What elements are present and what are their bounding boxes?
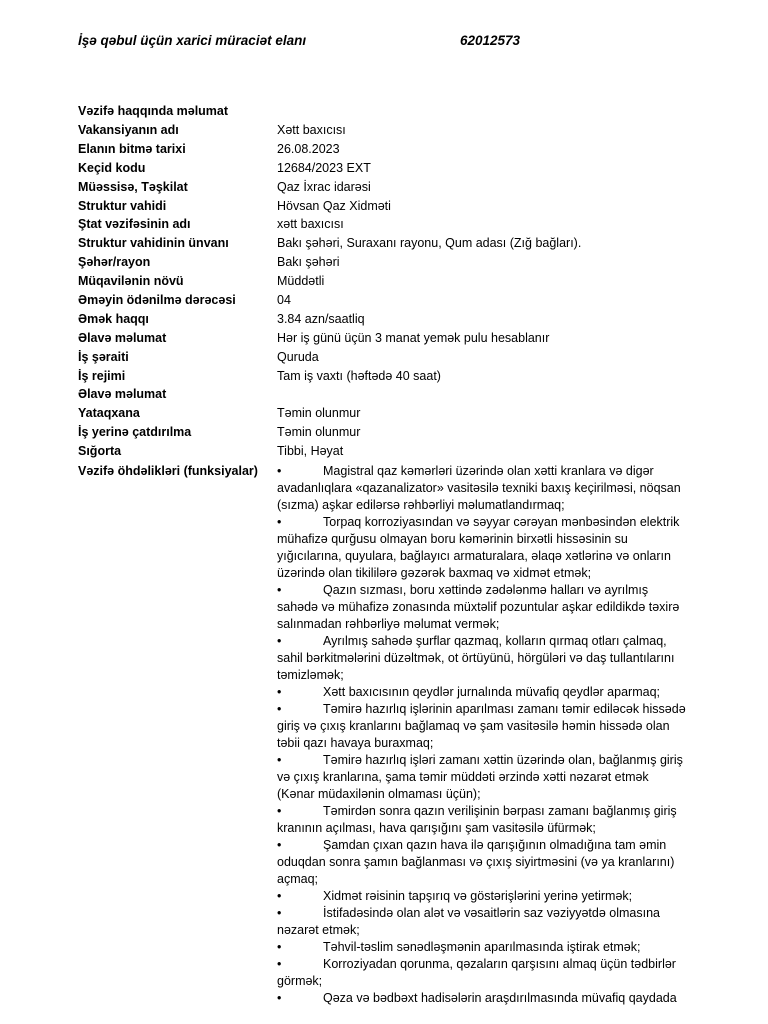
info-row-label: İş şəraiti	[78, 349, 129, 364]
bullet-icon: •	[277, 583, 282, 597]
duties-list	[277, 463, 687, 1007]
duty-item	[277, 463, 687, 514]
duty-item	[277, 888, 687, 905]
info-row-value: Tam iş vaxtı (həftədə 40 saat)	[277, 368, 441, 383]
info-row-value: Təmin olunmur	[277, 425, 361, 440]
bullet-icon: •	[277, 906, 282, 920]
info-row-value: 04	[277, 293, 291, 308]
duty-item	[277, 752, 687, 803]
info-row	[78, 216, 698, 235]
info-table	[78, 122, 698, 462]
duty-text: Torpaq korroziyasından və səyyar cərəyan mənbəsindən elektrik mühafizə qurğusu olmayan boru kəmərinin birxətli hissəsinin su yığıcılarına, quyulara, bağlayıcı armaturalara, əlaqə xətlərinə və onların üzərində olan tikililərə gəzərək baxmaq və xidmət etmək;	[277, 515, 680, 580]
info-row-value: 26.08.2023	[277, 141, 340, 156]
info-row-value: Qaz İxrac idarəsi	[277, 179, 371, 194]
bullet-icon: •	[277, 464, 282, 478]
duty-text: Qəza və bədbəxt hadisələrin araşdırılmasında müvafiq qaydada	[323, 991, 677, 1005]
info-row-label: İş rejimi	[78, 368, 126, 383]
duty-text: Təmirə hazırlıq işlərinin aparılması zamanı təmir ediləcək hissədə giriş və çıxış kranlarını bağlamaq və şam vasitəsilə həmin hissədə olan təbii qazı havaya buraxmaq;	[277, 702, 686, 750]
bullet-icon: •	[277, 991, 282, 1005]
duty-item	[277, 514, 687, 582]
info-row-label: Əmək haqqı	[78, 311, 149, 326]
info-row-value: Təmin olunmur	[277, 406, 361, 421]
info-row-label: Şəhər/rayon	[78, 255, 151, 270]
duty-text: Xidmət rəisinin tapşırıq və göstərişlərini yerinə yetirmək;	[323, 889, 633, 903]
info-row-label: Vakansiyanın adı	[78, 123, 179, 137]
bullet-icon: •	[277, 940, 282, 954]
info-row-value: Hövsan Qaz Xidməti	[277, 198, 391, 213]
info-row-value: Hər iş günü üçün 3 manat yemək pulu hesablanır	[277, 330, 550, 345]
info-row-value: Tibbi, Həyat	[277, 444, 344, 459]
document-title: İşə qəbul üçün xarici müraciət elanı	[78, 33, 307, 48]
info-row	[78, 386, 698, 405]
info-row-value: Bakı şəhəri, Suraxanı rayonu, Qum adası (Zığ bağları).	[277, 236, 582, 251]
info-row-value: 12684/2023 EXT	[277, 160, 371, 175]
info-row-label: Struktur vahidi	[78, 198, 167, 213]
bullet-icon: •	[277, 515, 282, 529]
info-row-label: Əməyin ödənilmə dərəcəsi	[78, 293, 236, 308]
info-row	[78, 235, 698, 254]
info-row-label: Struktur vahidinin ünvanı	[78, 236, 229, 251]
duty-item	[277, 939, 687, 956]
duty-text: İstifadəsində olan alət və vəsaitlərin saz vəziyyətdə olmasına nəzarət etmək;	[277, 906, 660, 937]
info-row-label: Yataqxana	[78, 406, 140, 421]
duty-text: Şamdan çıxan qazın hava ilə qarışığının olmadığına tam əmin oduqdan sonra şamın bağlanması və çıxış siyirtməsini (və ya kranlarını) açmaq;	[277, 838, 675, 886]
duty-item	[277, 633, 687, 684]
duty-text: Təhvil-təslim sənədləşmənin aparılmasında iştirak etmək;	[323, 940, 641, 954]
info-row	[78, 405, 698, 424]
info-row	[78, 141, 698, 160]
info-row-value: Xətt baxıcısı	[277, 123, 346, 137]
duty-item	[277, 956, 687, 990]
bullet-icon: •	[277, 685, 282, 699]
info-row-value	[277, 386, 698, 405]
info-row-value: Müddətli	[277, 274, 325, 289]
info-row-label: Elanın bitmə tarixi	[78, 141, 186, 156]
info-row-value: xətt baxıcısı	[277, 217, 344, 232]
info-row	[78, 198, 698, 217]
bullet-icon: •	[277, 702, 282, 716]
duty-item	[277, 905, 687, 939]
info-row	[78, 311, 698, 330]
info-row-label: Müqavilənin növü	[78, 274, 184, 289]
info-row	[78, 122, 698, 141]
info-row-label: Sığorta	[78, 444, 122, 459]
info-row	[78, 273, 698, 292]
document-number: 62012573	[460, 33, 521, 48]
duty-text: Təmirə hazırlıq işləri zamanı xəttin üzərində olan, bağlanmış giriş və çıxış kranlarına, şama təmir müddəti ərzində xətti nəzarət etmək (Kənar müdaxilənin olmaması üçün);	[277, 753, 683, 801]
bullet-icon: •	[277, 838, 282, 852]
duty-item	[277, 803, 687, 837]
duty-text: Xətt baxıcısının qeydlər jurnalında müvafiq qeydlər aparmaq;	[323, 685, 660, 699]
info-row-label: Əlavə məlumat	[78, 387, 167, 402]
duty-item	[277, 684, 687, 701]
info-row-label: Əlavə məlumat	[78, 330, 167, 345]
duties-label: Vəzifə öhdəlikləri (funksiyalar)	[78, 464, 258, 478]
info-row	[78, 443, 698, 462]
duty-item	[277, 990, 687, 1007]
duties-section	[78, 463, 698, 1007]
section-title: Vəzifə haqqında məlumat	[78, 104, 229, 118]
info-row	[78, 424, 698, 443]
info-row	[78, 292, 698, 311]
info-row-value: Bakı şəhəri	[277, 255, 340, 270]
duty-item	[277, 837, 687, 888]
bullet-icon: •	[277, 804, 282, 818]
duty-item	[277, 582, 687, 633]
info-row	[78, 330, 698, 349]
info-row	[78, 179, 698, 198]
duty-text: Qazın sızması, boru xəttində zədələnmə halları və ayrılmış sahədə və mühafizə zonasında müxtəlif pozuntular aşkar edildikdə təxirə salınmadan rəhbərliyə məlumat vermək;	[277, 583, 680, 631]
info-row	[78, 160, 698, 179]
info-row-value: 3.84 azn/saatliq	[277, 311, 365, 326]
duty-text: Korroziyadan qorunma, qəzaların qarşısını almaq üçün tədbirlər görmək;	[277, 957, 676, 988]
info-row-label: Keçid kodu	[78, 160, 146, 175]
info-row	[78, 349, 698, 368]
bullet-icon: •	[277, 957, 282, 971]
info-row-value: Quruda	[277, 349, 319, 364]
duty-text: Təmirdən sonra qazın verilişinin bərpası zamanı bağlanmış giriş kranının açılması, hava qarışığını şam vasitəsilə üfürmək;	[277, 804, 677, 835]
info-row	[78, 368, 698, 387]
bullet-icon: •	[277, 753, 282, 767]
bullet-icon: •	[277, 889, 282, 903]
info-row-label: Müəssisə, Təşkilat	[78, 179, 188, 194]
bullet-icon: •	[277, 634, 282, 648]
info-row	[78, 254, 698, 273]
info-row-label: Ştat vəzifəsinin adı	[78, 217, 191, 232]
duty-item	[277, 701, 687, 752]
duty-text: Ayrılmış sahədə şurflar qazmaq, kolların qırmaq otları çalmaq, sahil bərkitmələrini düzəltmək, ot örtüyünü, hörgüləri və daş tullantılarını təmizləmək;	[277, 634, 675, 682]
duty-text: Magistral qaz kəmərləri üzərində olan xətti kranlara və digər avadanlıqlara «qazanalizator» vasitəsilə texniki baxış keçirilməsi, nöqsan (sızma) aşkar edilərsə rəhbərliyi məlumatlandırmaq;	[277, 464, 681, 512]
info-row-label: İş yerinə çatdırılma	[78, 425, 192, 440]
